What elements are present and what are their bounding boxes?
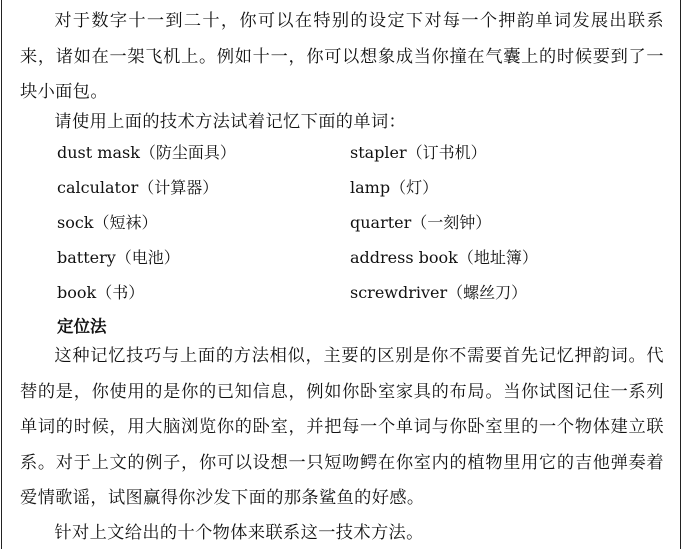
word-item: dust mask（防尘面具） — [57, 143, 236, 162]
word-item: address book（地址簿） — [350, 248, 538, 267]
word-item: calculator（计算器） — [57, 178, 219, 197]
section-heading: 定位法 — [57, 317, 107, 336]
body-paragraph: 这种记忆技巧与上面的方法相似，主要的区别是你不需要首先记忆押韵词。代替的是，你使用的是你的已知信息，例如你卧室家具的布局。当你试图记住一系列单词的时候，用大脑浏览你的卧室，并把每一个单词与你卧室里的一个物体建立联系。对于上文的例子，你可以设想一只短吻鳄在你室内的植物里用它的吉他弹奏着爱情歌谣，试图赢得你沙发下面的那条鲨鱼的好感。 — [20, 346, 664, 508]
word-item: sock（短袜） — [57, 213, 158, 232]
word-item: book（书） — [57, 283, 145, 302]
final-paragraph: 针对上文给出的十个物体来联系这一技术方法。 — [54, 523, 424, 543]
word-item: lamp（灯） — [350, 178, 439, 197]
word-item: stapler（订书机） — [350, 143, 487, 162]
word-item: screwdriver（螺丝刀） — [350, 283, 528, 302]
instruction-paragraph: 请使用上面的技术方法试着记忆下面的单词： — [54, 112, 407, 132]
word-item: quarter（一刻钟） — [350, 213, 492, 232]
intro-paragraph: 对于数字十一到二十，你可以在特别的设定下对每一个押韵单词发展出联系来，诸如在一架飞机上。例如十一，你可以想象成当你撞在气囊上的时候要到了一块小面包。 — [20, 11, 664, 102]
word-item: battery（电池） — [57, 248, 180, 267]
